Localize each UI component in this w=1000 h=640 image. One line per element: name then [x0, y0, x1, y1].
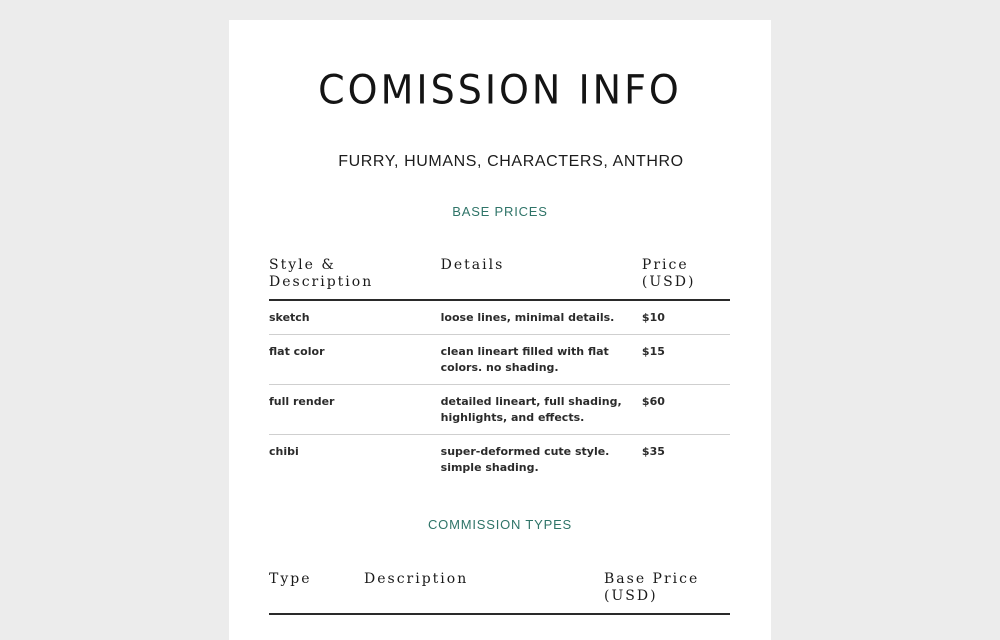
style-cell: full render [269, 385, 441, 435]
column-header-description: Description [364, 571, 604, 614]
style-cell: flat color [269, 335, 441, 385]
price-cell: $35 [641, 445, 665, 458]
price-cell: $15 [642, 335, 730, 385]
column-header-base-price: Base Price (USD) [604, 571, 730, 614]
table-row [269, 300, 730, 335]
details-cell: super-deformed cute style. simple shading. [440, 445, 610, 474]
details-cell: detailed lineart, full shading, highlights, and effects. [441, 385, 642, 435]
price-cell: $10 [642, 300, 730, 335]
commission-types-heading: COMMISSION TYPES [427, 517, 573, 532]
column-header-type: Type [269, 571, 364, 614]
style-cell: sketch [269, 300, 441, 335]
table-row [269, 435, 730, 485]
table-row [269, 335, 730, 385]
base-prices-heading: BASE PRICES [452, 204, 548, 219]
column-header-details: Details [441, 257, 642, 300]
table-header-row [269, 257, 730, 300]
commission-types-table [269, 571, 730, 615]
price-cell: $60 [642, 385, 730, 435]
commission-sheet [229, 20, 771, 640]
table-header-row [269, 571, 730, 614]
page-subtitle: FURRY, HUMANS, CHARACTERS, ANTHRO [338, 153, 684, 170]
page-title: COMISSION INFO [318, 66, 682, 114]
style-cell: chibi [269, 445, 299, 458]
base-prices-table [269, 257, 730, 484]
column-header-style: Style & Description [269, 257, 441, 300]
table-row [269, 385, 730, 435]
column-header-price: Price (USD) [642, 257, 730, 300]
details-cell: loose lines, minimal details. [441, 300, 642, 335]
details-cell: clean lineart filled with flat colors. no shading. [441, 335, 642, 385]
